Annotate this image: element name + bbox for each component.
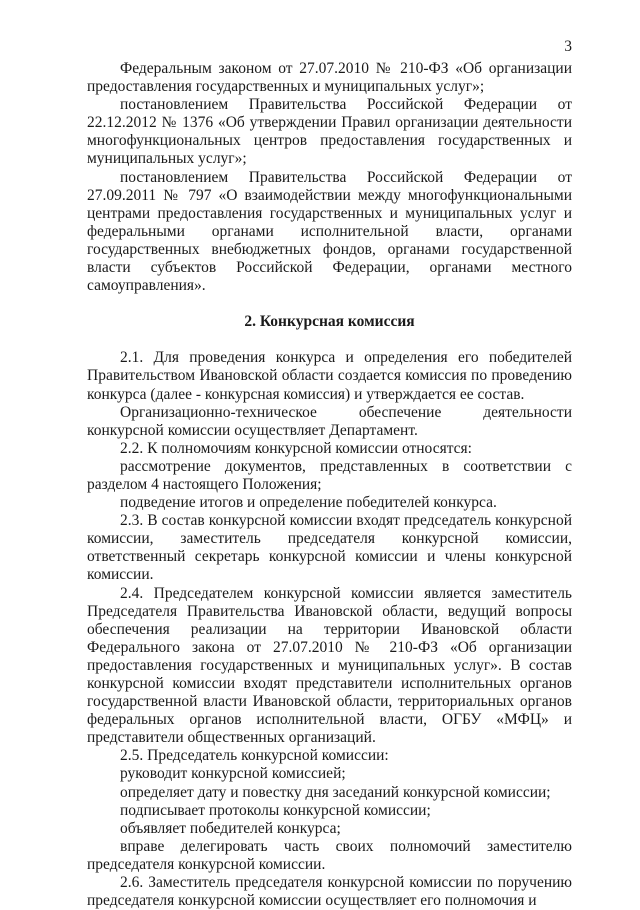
document-body — [87, 60, 572, 910]
paragraph-2-2: 2.2. К полномочиям конкурсной комиссии относятся: — [120, 439, 472, 457]
paragraph-2-6: 2.6. Заместитель председателя конкурсной комиссии по поручению председателя конкурсной комиссии осуществляет его полномочия и — [87, 874, 572, 910]
paragraph-org-support: Организационно-техническое обеспечение деятельности конкурсной комиссии осуществляет Департамент. — [87, 403, 572, 439]
paragraph-signs: подписывает протоколы конкурсной комиссии; — [120, 801, 431, 819]
paragraph-results: подведение итогов и определение победителей конкурса. — [120, 494, 497, 512]
paragraph-resolution-797: постановлением Правительства Российской Федерации от 27.09.2011 № 797 «О взаимодействии между многофункциональными центрами предоставления государственных и муниципальных услуг и федеральными органами исполнительной власти, органами государственных внебюджетных фондов, органами государственной власти субъектов Российской Федерации, органами местного самоуправления». — [87, 168, 572, 295]
paragraph-review-docs: рассмотрение документов, представленных в соответствии с разделом 4 настоящего Положения; — [87, 457, 572, 493]
paragraph-leads: руководит конкурсной комиссией; — [120, 765, 346, 783]
paragraph-resolution-1376: постановлением Правительства Российской Федерации от 22.12.2012 № 1376 «Об утверждении Правил организации деятельности многофункциональных центров предоставления государственных и муниципальных услуг»; — [87, 96, 572, 168]
paragraph-sets-date: определяет дату и повестку дня заседаний конкурсной комиссии; — [120, 783, 551, 801]
paragraph-2-4: 2.4. Председателем конкурсной комиссии является заместитель Председателя Правительства Ивановской области, ведущий вопросы обеспечения реализации на территории Ивановской области Федерального закона от 27.07.2010 № 210-ФЗ «Об организации предоставления государственных и муниципальных услуг». В состав конкурсной комиссии входят представители исполнительных органов государственной власти Ивановской области, территориальных органов федеральных органов исполнительной власти, ОГБУ «МФЦ» и представители общественных организаций. — [87, 584, 572, 747]
page-number: 3 — [564, 38, 572, 55]
paragraph-delegates: вправе делегировать часть своих полномочий заместителю председателя конкурсной комиссии. — [87, 837, 572, 873]
section-heading: 2. Конкурсная комиссия — [244, 313, 415, 331]
paragraph-announces: объявляет победителей конкурса; — [120, 819, 341, 837]
paragraph-2-1: 2.1. Для проведения конкурса и определения его победителей Правительством Ивановской области создается комиссия по проведению конкурса (далее - конкурсная комиссия) и утверждается ее состав. — [87, 349, 572, 403]
paragraph-federal-law: Федеральным законом от 27.07.2010 № 210-ФЗ «Об организации предоставления государственных и муниципальных услуг»; — [87, 60, 572, 96]
paragraph-2-5: 2.5. Председатель конкурсной комиссии: — [120, 747, 389, 765]
paragraph-2-3: 2.3. В состав конкурсной комиссии входят председатель конкурсной комиссии, заместитель председателя конкурсной комиссии, ответственный секретарь конкурсной комиссии и члены конкурсной комиссии. — [87, 512, 572, 584]
